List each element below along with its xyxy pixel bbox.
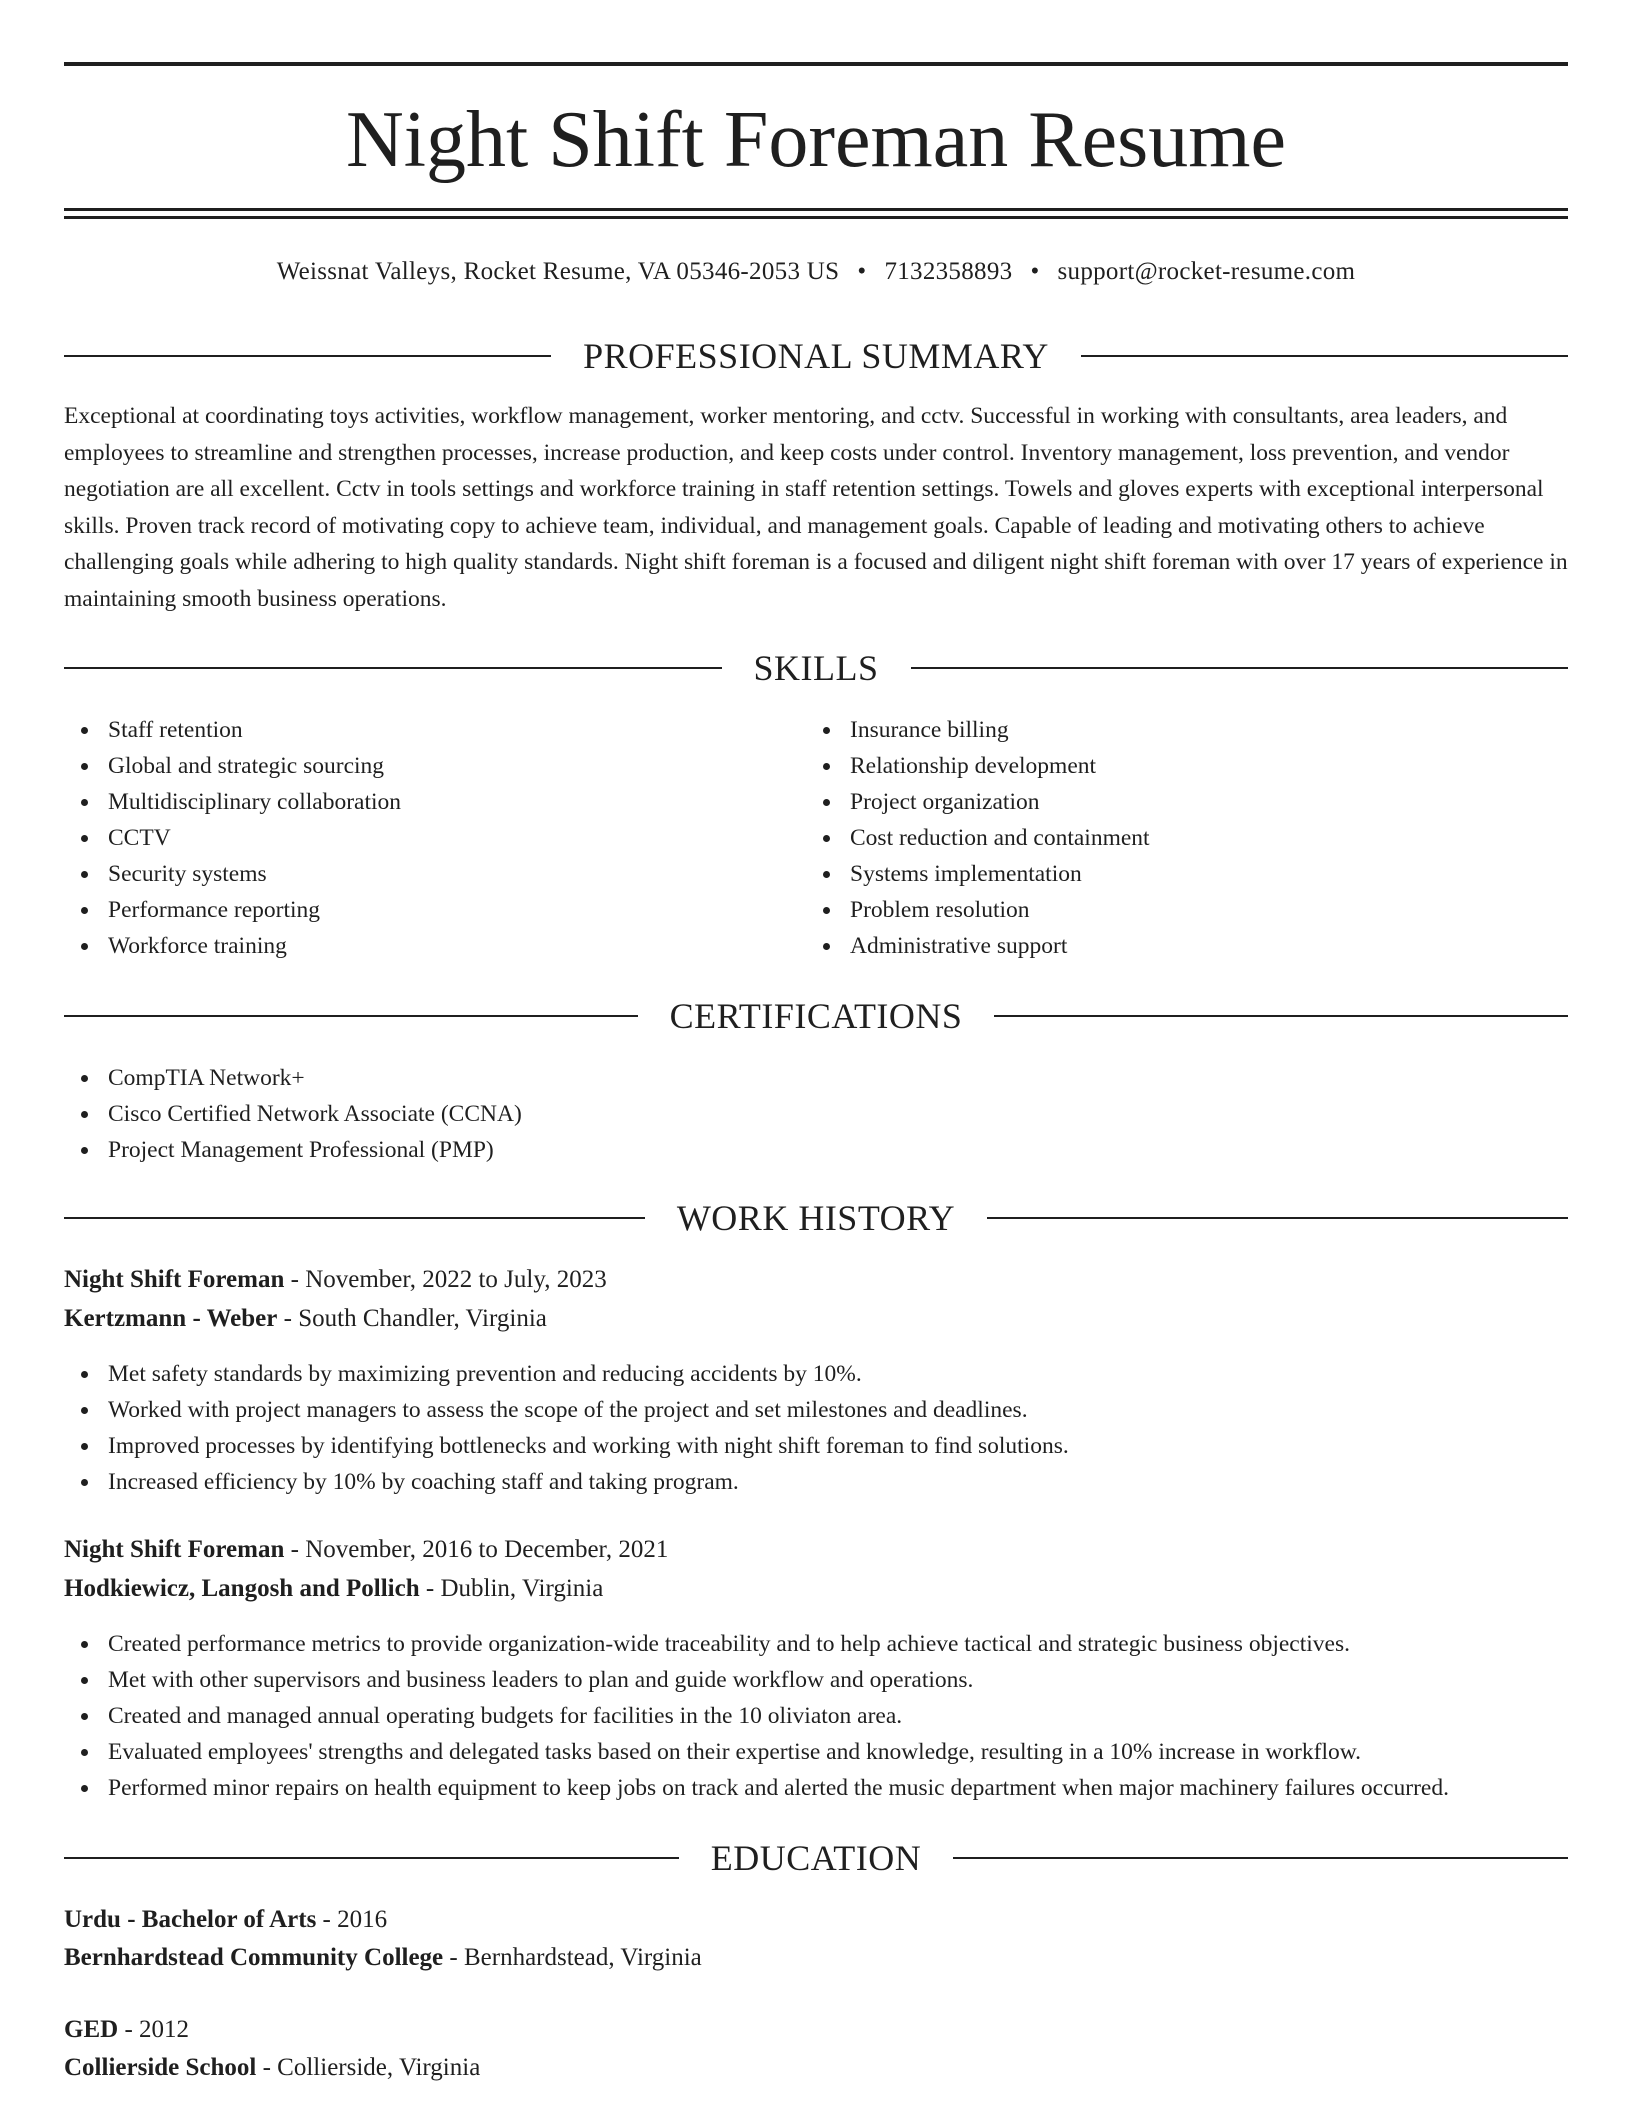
job-bullet: Evaluated employees' strengths and delegated tasks based on their expertise and knowledge, resulting in a 10% increase in workflow.	[64, 1734, 1568, 1770]
skill-item: Staff retention	[64, 712, 804, 748]
section-title: EDUCATION	[710, 1838, 922, 1878]
summary-paragraph: Exceptional at coordinating toys activities, workflow management, worker mentoring, and cctv. Successful in working with consultants, area leaders, and employees to streamline and strengthen processes, increase production, and keep costs under control. Inventory management, loss prevention, and vendor negotiation are all excellent. Cctv in tools settings and workforce training in staff retention settings. Towels and gloves experts with exceptional interpersonal skills. Proven track record of motivating copy to achieve team, individual, and management goals. Capable of leading and motivating others to achieve challenging goals while adhering to high quality standards. Night shift foreman is a focused and diligent night shift foreman with over 17 years of experience in maintaining smooth business operations.	[64, 403, 1568, 612]
section-header-summary	[64, 334, 1568, 378]
section-title: SKILLS	[753, 648, 879, 688]
job-dates: - November, 2022 to July, 2023	[284, 1266, 607, 1293]
skill-item: Workforce training	[64, 928, 804, 964]
education-school-line	[64, 2050, 1568, 2086]
skill-item: Administrative support	[806, 928, 1546, 964]
certifications-list	[64, 1060, 1568, 1168]
job-company-line	[64, 1571, 1568, 1607]
skill-item: Performance reporting	[64, 892, 804, 928]
job-location: - South Chandler, Virginia	[277, 1305, 547, 1332]
resume-title: Night Shift Foreman Resume	[346, 96, 1286, 184]
title-rule-lower	[64, 216, 1568, 219]
section-rule	[64, 355, 551, 357]
job-company: Kertzmann - Weber	[64, 1305, 278, 1332]
job-bullets	[64, 1356, 1568, 1500]
education-degree: GED	[64, 2016, 119, 2043]
education-year: - 2016	[316, 1906, 388, 1933]
section-rule	[911, 667, 1569, 669]
job-bullet: Created and managed annual operating budgets for facilities in the 10 oliviaton area.	[64, 1698, 1568, 1734]
job-company: Hodkiewicz, Langosh and Pollich	[64, 1575, 420, 1602]
skill-item: Insurance billing	[806, 712, 1546, 748]
skills-list-right	[806, 712, 1546, 964]
certification-item: CompTIA Network+	[64, 1060, 1568, 1096]
education-degree-line	[64, 2012, 1568, 2048]
education-degree: Urdu - Bachelor of Arts	[64, 1906, 317, 1933]
education-school-line	[64, 1940, 1568, 1976]
job-location: - Dublin, Virginia	[419, 1575, 604, 1602]
skill-item: Relationship development	[806, 748, 1546, 784]
job-title: Night Shift Foreman	[64, 1266, 285, 1293]
job-bullet: Performed minor repairs on health equipment to keep jobs on track and alerted the music department when major machinery failures occurred.	[64, 1770, 1568, 1806]
contact-address: Weissnat Valleys, Rocket Resume, VA 05346-2053 US	[276, 258, 840, 285]
section-rule	[64, 1857, 679, 1859]
contact-line	[64, 256, 1568, 288]
section-header-work-history	[64, 1196, 1568, 1240]
skill-item: Systems implementation	[806, 856, 1546, 892]
skills-list-left	[64, 712, 804, 964]
section-rule	[64, 1015, 638, 1017]
contact-separator: •	[1030, 258, 1040, 285]
section-title: PROFESSIONAL SUMMARY	[583, 336, 1049, 376]
skill-item: Security systems	[64, 856, 804, 892]
certification-item: Project Management Professional (PMP)	[64, 1132, 1568, 1168]
job-bullet: Met with other supervisors and business leaders to plan and guide workflow and operations.	[64, 1662, 1568, 1698]
job-bullet: Increased efficiency by 10% by coaching staff and taking program.	[64, 1464, 1568, 1500]
section-rule	[64, 1217, 645, 1219]
job-title-line	[64, 1532, 1568, 1568]
education-school: Bernhardstead Community College	[64, 1944, 444, 1971]
contact-email: support@rocket-resume.com	[1057, 258, 1356, 285]
section-title: WORK HISTORY	[676, 1198, 956, 1238]
skill-item: Cost reduction and containment	[806, 820, 1546, 856]
skill-item: Project organization	[806, 784, 1546, 820]
section-rule	[987, 1217, 1568, 1219]
skill-item: Multidisciplinary collaboration	[64, 784, 804, 820]
top-rule	[64, 62, 1568, 66]
contact-phone: 7132358893	[884, 258, 1013, 285]
education-degree-line	[64, 1902, 1568, 1938]
section-header-certifications	[64, 994, 1568, 1038]
education-location: - Bernhardstead, Virginia	[443, 1944, 702, 1971]
job-bullet: Created performance metrics to provide organization-wide traceability and to help achieve tactical and strategic business objectives.	[64, 1626, 1568, 1662]
job-bullet: Improved processes by identifying bottlenecks and working with night shift foreman to find solutions.	[64, 1428, 1568, 1464]
section-header-skills	[64, 646, 1568, 690]
contact-separator: •	[857, 258, 867, 285]
skill-item: CCTV	[64, 820, 804, 856]
section-header-education	[64, 1836, 1568, 1880]
job-bullet: Worked with project managers to assess the scope of the project and set milestones and deadlines.	[64, 1392, 1568, 1428]
section-rule	[994, 1015, 1568, 1017]
certification-item: Cisco Certified Network Associate (CCNA)	[64, 1096, 1568, 1132]
education-school: Collierside School	[64, 2054, 257, 2081]
job-bullet: Met safety standards by maximizing prevention and reducing accidents by 10%.	[64, 1356, 1568, 1392]
job-dates: - November, 2016 to December, 2021	[284, 1536, 669, 1563]
education-location: - Collierside, Virginia	[256, 2054, 481, 2081]
section-title: CERTIFICATIONS	[669, 996, 963, 1036]
job-company-line	[64, 1301, 1568, 1337]
job-bullets	[64, 1626, 1568, 1806]
section-rule	[64, 667, 722, 669]
section-rule	[953, 1857, 1568, 1859]
job-title-line	[64, 1262, 1568, 1298]
skill-item: Problem resolution	[806, 892, 1546, 928]
title-rule-upper	[64, 208, 1568, 211]
section-rule	[1081, 355, 1568, 357]
job-title: Night Shift Foreman	[64, 1536, 285, 1563]
skill-item: Global and strategic sourcing	[64, 748, 804, 784]
education-year: - 2012	[118, 2016, 190, 2043]
